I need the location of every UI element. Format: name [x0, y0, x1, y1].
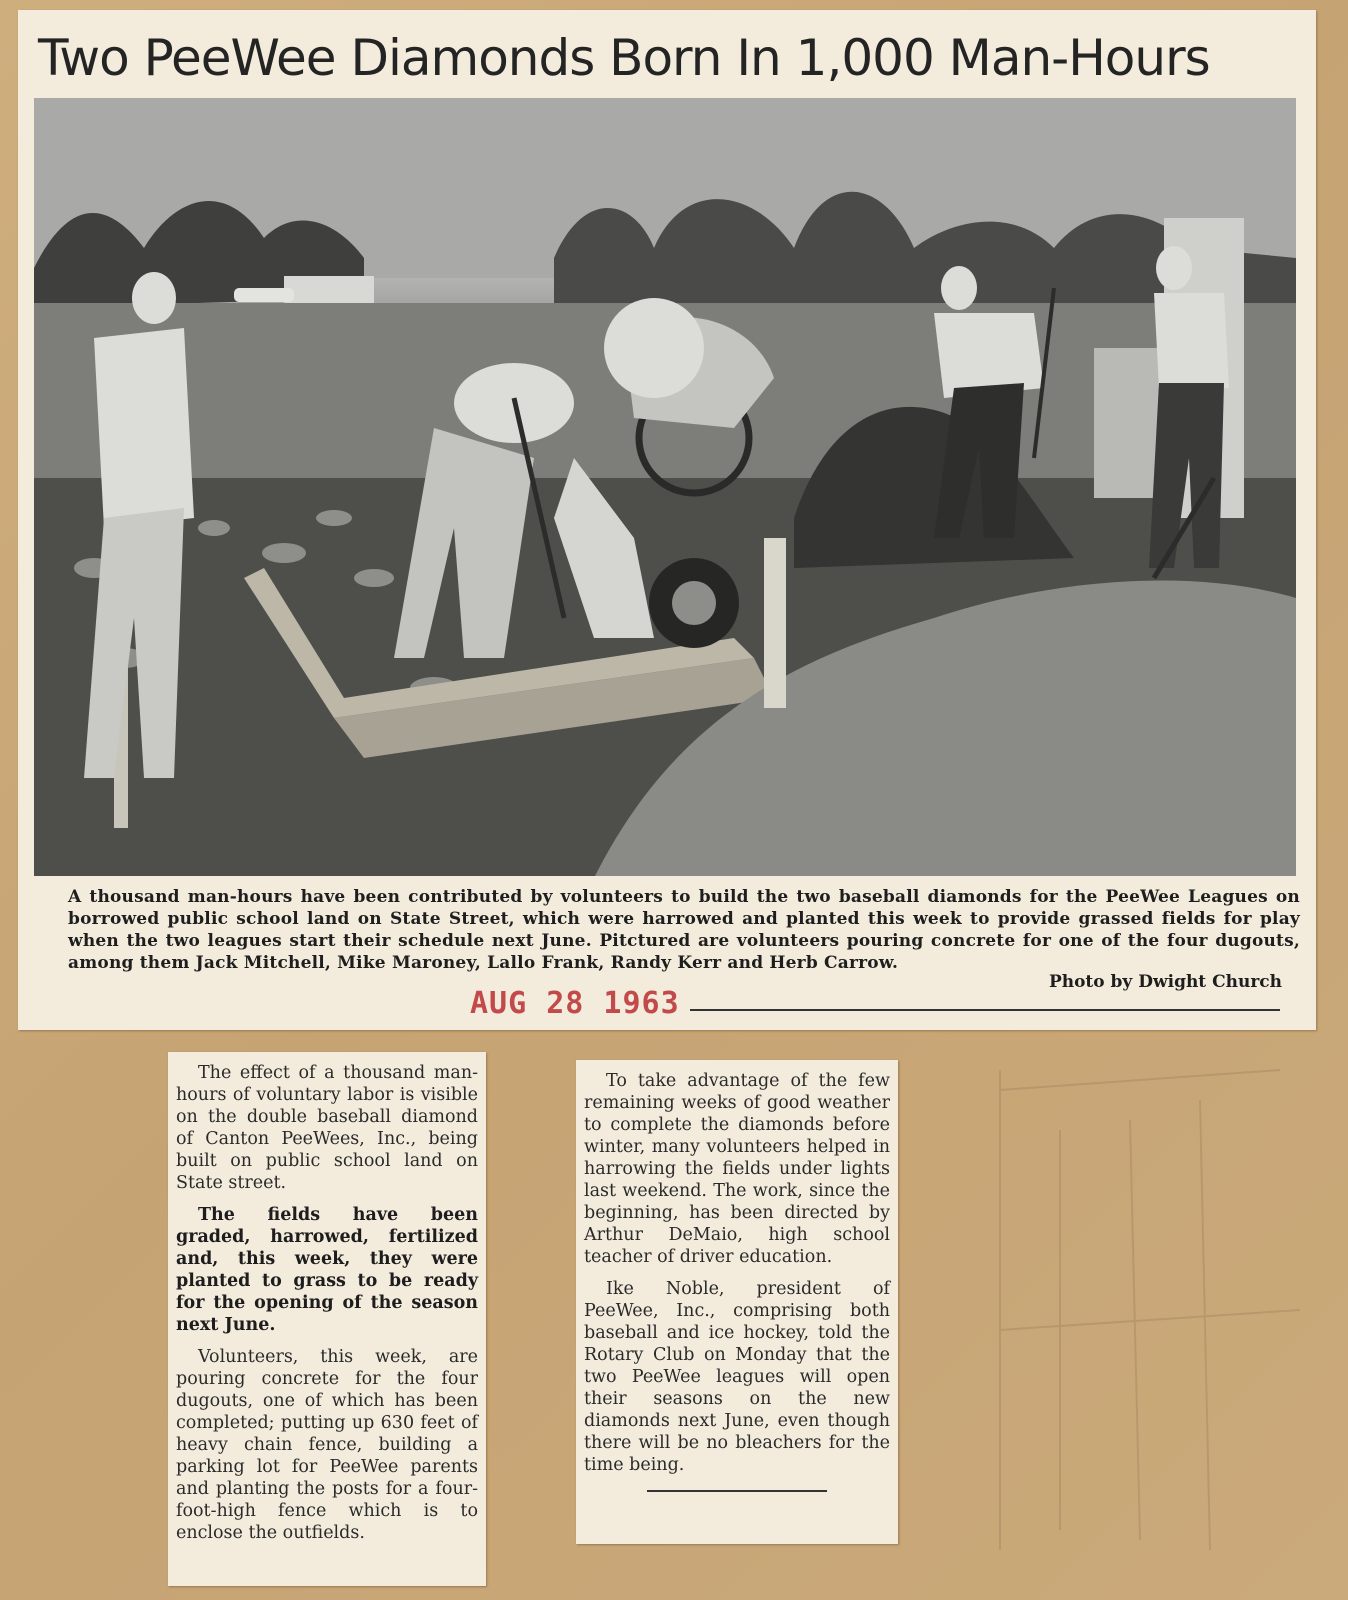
faint-sketch-marks [980, 1030, 1320, 1570]
article-column-right [576, 1060, 898, 1544]
photo-clipping [18, 10, 1316, 1030]
article-paragraph: To take advantage of the few remaining weeks of good weather to complete the diamonds before winter, many volunteers helped in harrowing the fields under lights last weekend. The work, since the beginning, has been directed by Arthur DeMaio, high school teacher of driver education. [584, 1071, 890, 1267]
end-rule [647, 1490, 827, 1492]
photo-illustration [34, 98, 1296, 876]
volunteers-photo [34, 98, 1296, 876]
date-stamp: AUG 28 1963 [470, 986, 680, 1021]
photo-caption: A thousand man-hours have been contributed by volunteers to build the two baseball diamonds for the PeeWee Leagues on borrowed public school land on State Street, which were harrowed and planted this week to provide grassed fields for play when the two leagues start their schedule next June. Pitctured are volunteers pouring concrete for one of the four dugouts, among them Jack Mitchell, Mike Maroney, Lallo Frank, Randy Kerr and Herb Carrow. [68, 887, 1300, 973]
article-paragraph-bold: The fields have been graded, harrowed, fertilized and, this week, they were planted to grass to be ready for the opening of the season next June. [176, 1205, 478, 1335]
divider-rule [690, 1009, 1280, 1011]
article-paragraph: The effect of a thousand man-hours of voluntary labor is visible on the double baseball diamond of Canton PeeWees, Inc., being built on public school land on State street. [176, 1063, 478, 1193]
article-paragraph: Ike Noble, president of PeeWee, Inc., comprising both baseball and ice hockey, told the Rotary Club on Monday that the two PeeWee leagues will open their seasons on the new diamonds next June, even though there will be no bleachers for the time being. [584, 1279, 890, 1475]
article-column-left [168, 1052, 486, 1586]
headline: Two PeeWee Diamonds Born In 1,000 Man-Hours [38, 29, 1210, 87]
article-paragraph: Volunteers, this week, are pouring concrete for the four dugouts, one of which has been completed; putting up 630 feet of heavy chain fence, building a parking lot for PeeWee parents and planting the posts for a four-foot-high fence which is to enclose the outfields. [176, 1347, 478, 1543]
photo-credit: Photo by Dwight Church [1048, 972, 1282, 992]
